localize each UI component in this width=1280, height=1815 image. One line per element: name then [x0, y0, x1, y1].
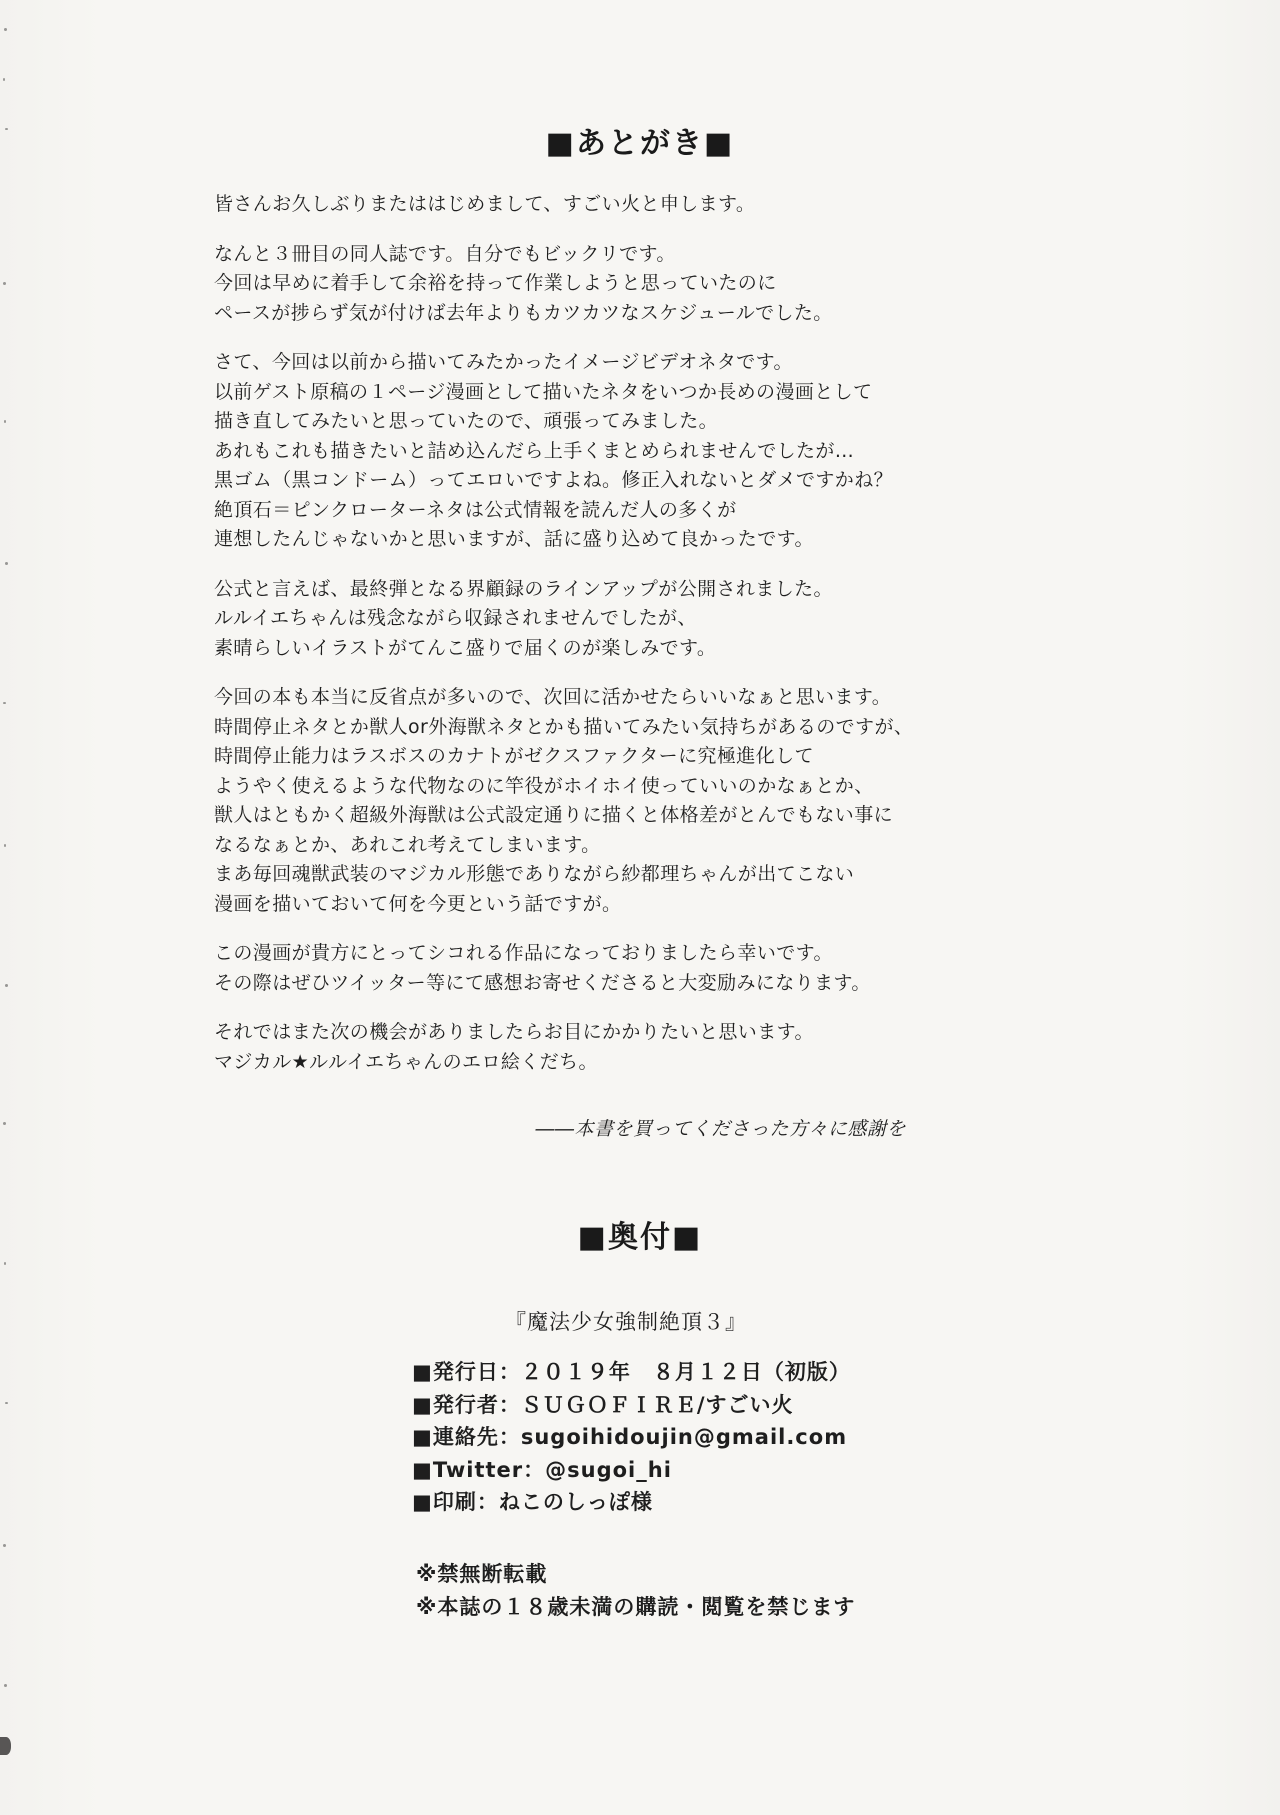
- text-line: 連想したんじゃないかと思いますが、話に盛り込めて良かったです。: [214, 528, 814, 550]
- text-line: 皆さんお久しぶりまたははじめまして、すごい火と申します。: [214, 193, 756, 215]
- text-line: まあ毎回魂獣武装のマジカル形態でありながら紗都理ちゃんが出てこない: [214, 863, 855, 885]
- text-line: 時間停止能力はラスボスのカナトがゼクスファクターに究極進化して: [214, 745, 814, 767]
- text-line: なるなぁとか、あれこれ考えてしまいます。: [214, 833, 601, 856]
- text-line: この漫画が貴方にとってシコれる作品になっておりましたら幸いです。: [214, 942, 833, 964]
- scan-speck: [3, 702, 6, 704]
- text-line: ようやく使えるような代物なのに竿役がホイホイ使っていいのかなぁとか、: [214, 774, 874, 797]
- paragraph: [214, 348, 914, 555]
- colophon-section-title: ■奥付■: [577, 1220, 703, 1255]
- text-line: なんと３冊目の同人誌です。自分でもビックリです。: [214, 242, 676, 265]
- scan-speck: [5, 562, 8, 565]
- afterword-section-title: ■あとがき■: [545, 126, 735, 161]
- text-line: 以前ゲスト原稿の１ページ漫画として描いたネタをいつか長めの漫画として: [214, 380, 873, 403]
- scan-speck: [4, 1684, 7, 1687]
- text-line: さて、今回は以前から描いてみたかったイメージビデオネタです。: [214, 351, 793, 373]
- scan-speck: [3, 78, 5, 81]
- scan-speck: [3, 282, 6, 285]
- colophon-entry: ■発行者：ＳＵＧＯＦＩＲＥ/すごい火: [412, 1392, 794, 1417]
- text-line: 獣人はともかく超級外海獣は公式設定通りに描くと体格差がとんでもない事に: [214, 804, 894, 826]
- colophon-entry: ■発行日：２０１９年 ８月１２日（初版）: [412, 1360, 851, 1384]
- colophon-notice: ※本誌の１８歳未満の購読・閲覧を禁じます: [416, 1595, 856, 1619]
- text-line: ルルイエちゃんは残念ながら収録されませんでしたが、: [214, 607, 697, 629]
- text-line: 今回は早めに着手して余裕を持って作業しようと思っていたのに: [214, 272, 777, 294]
- text-line: 絶頂石＝ピンクローターネタは公式情報を読んだ人の多くが: [214, 498, 737, 521]
- text-line: あれもこれも描きたいと詰め込んだら上手くまとめられませんでしたが…: [214, 439, 855, 462]
- afterword-closing-dedication: ――本書を買ってくださった方々に感謝を: [535, 1118, 906, 1140]
- text-line: 時間停止ネタとか獣人or外海獣ネタとかも描いてみたい気持ちがあるのですが、: [214, 715, 914, 738]
- text-line: 素晴らしいイラストがてんこ盛りで届くのが楽しみです。: [214, 636, 717, 659]
- scan-speck: [4, 844, 6, 847]
- book-title: 『魔法少女強制絶頂３』: [505, 1310, 747, 1334]
- paragraph: [214, 1018, 914, 1077]
- scan-speck: [3, 1544, 6, 1547]
- scan-corner-mark: [0, 1737, 11, 1755]
- scan-speck: [5, 1402, 8, 1404]
- text-line: 公式と言えば、最終弾となる界顧録のラインアップが公開されました。: [214, 577, 833, 600]
- paragraph: [214, 575, 914, 664]
- text-line: マジカル★ルルイエちゃんのエロ絵くだち。: [214, 1050, 598, 1073]
- colophon-entry: ■印刷：ねこのしっぽ様: [412, 1490, 653, 1514]
- text-line: 描き直してみたいと思っていたので、頑張ってみました。: [214, 410, 719, 432]
- colophon-entry: ■Twitter：@sugoi_hi: [412, 1457, 672, 1482]
- paragraph: [214, 939, 914, 998]
- scan-speck: [4, 1262, 6, 1265]
- scan-speck: [3, 1122, 6, 1125]
- paragraph: [214, 190, 914, 220]
- paragraph: [214, 683, 914, 919]
- colophon-notice: ※禁無断転載: [416, 1562, 548, 1586]
- paragraph: [214, 240, 914, 329]
- colophon-entries: [412, 1356, 851, 1519]
- colophon-notices: [416, 1558, 855, 1624]
- text-line: 黒ゴム（黒コンドーム）ってエロいですよね。修正入れないとダメですかね？: [214, 469, 894, 491]
- colophon-entry: ■連絡先：sugoihidoujin@gmail.com: [412, 1425, 848, 1449]
- scan-speck: [5, 128, 8, 130]
- scan-speck: [4, 420, 6, 423]
- text-line: 今回の本も本当に反省点が多いので、次回に活かせたらいいなぁと思います。: [214, 686, 892, 708]
- text-line: 漫画を描いておいて何を今更という話ですが。: [214, 892, 622, 915]
- scan-speck: [5, 984, 8, 987]
- afterword-body-text: [214, 190, 914, 1097]
- scan-speck: [4, 28, 7, 31]
- text-line: それではまた次の機会がありましたらお目にかかりたいと思います。: [214, 1021, 814, 1043]
- text-line: ペースが捗らず気が付けば去年よりもカツカツなスケジュールでした。: [214, 301, 833, 324]
- text-line: その際はぜひツイッター等にて感想お寄せくださると大変励みになります。: [214, 971, 871, 994]
